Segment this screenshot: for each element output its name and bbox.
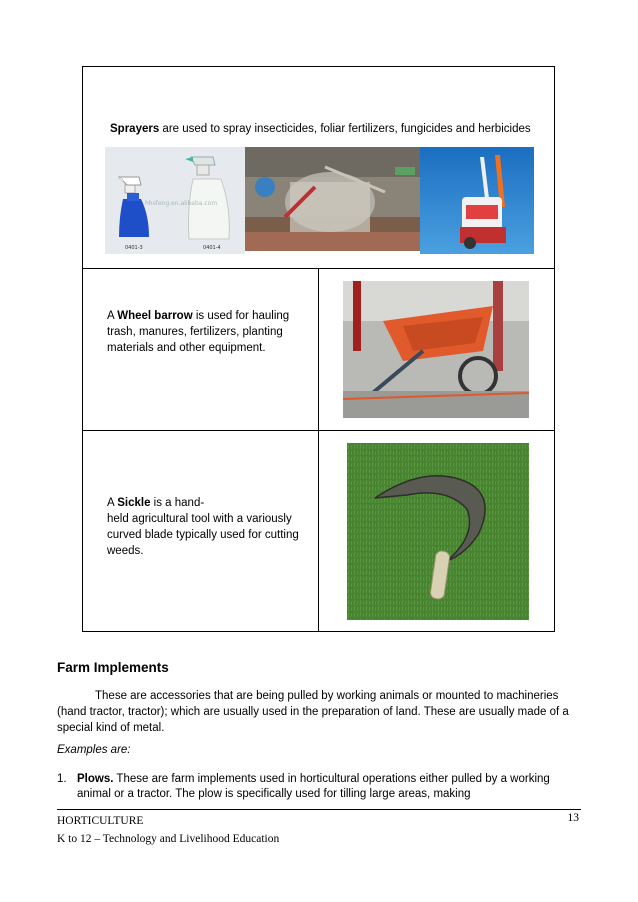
wheel-barrow-image [343,281,529,418]
footer-subject: HORTICULTURE [57,815,144,827]
bottle-label-2: 0401-4 [203,245,221,251]
footer-info [57,812,279,848]
sickle-image [347,443,529,620]
list-item-text: Plows. These are farm implements used in horticultural operations either pulled by a working animal or a tractor. The plow is specifically used for tilling large areas, making [77,773,550,800]
manual-sprayer-image [245,147,420,251]
section-paragraph: These are accessories that are being pulled by working animals or mounted to machineries (hand tractor, tractor); which are usually used in the preparation of land. These are usually made of a special kind of metal. [57,690,569,734]
tools-table [82,66,555,632]
page-number: 13 [567,812,579,824]
table-column-divider [318,268,319,631]
spray-bottles-image [105,147,245,254]
image-watermark: hhsfeng.en.alibaba.com [145,200,218,207]
examples-label: Examples are: [57,744,131,756]
sickle-description: A Sickle is a hand- held agricultural tool with a variously curved blade typically used for cutting weeds. [107,497,299,557]
wheel-barrow-term: Wheel barrow [117,310,193,322]
sickle-term: Sickle [117,497,151,509]
footer-divider [57,809,581,810]
list-number: 1. [57,773,67,785]
sprayers-term: Sprayers [110,123,160,135]
sprayers-description: Sprayers are used to spray insecticides, foliar fertilizers, fungicides and herbicides [110,123,531,135]
list-item-term: Plows. [77,773,114,785]
wheel-barrow-description: A Wheel barrow is used for hauling trash, manures, fertilizers, planting materials and other equipment. [107,310,290,354]
bottle-label-1: 0401-3 [125,245,143,251]
power-sprayer-image [420,147,534,254]
footer-course: K to 12 – Technology and Livelihood Education [57,833,280,845]
section-title: Farm Implements [57,660,169,675]
